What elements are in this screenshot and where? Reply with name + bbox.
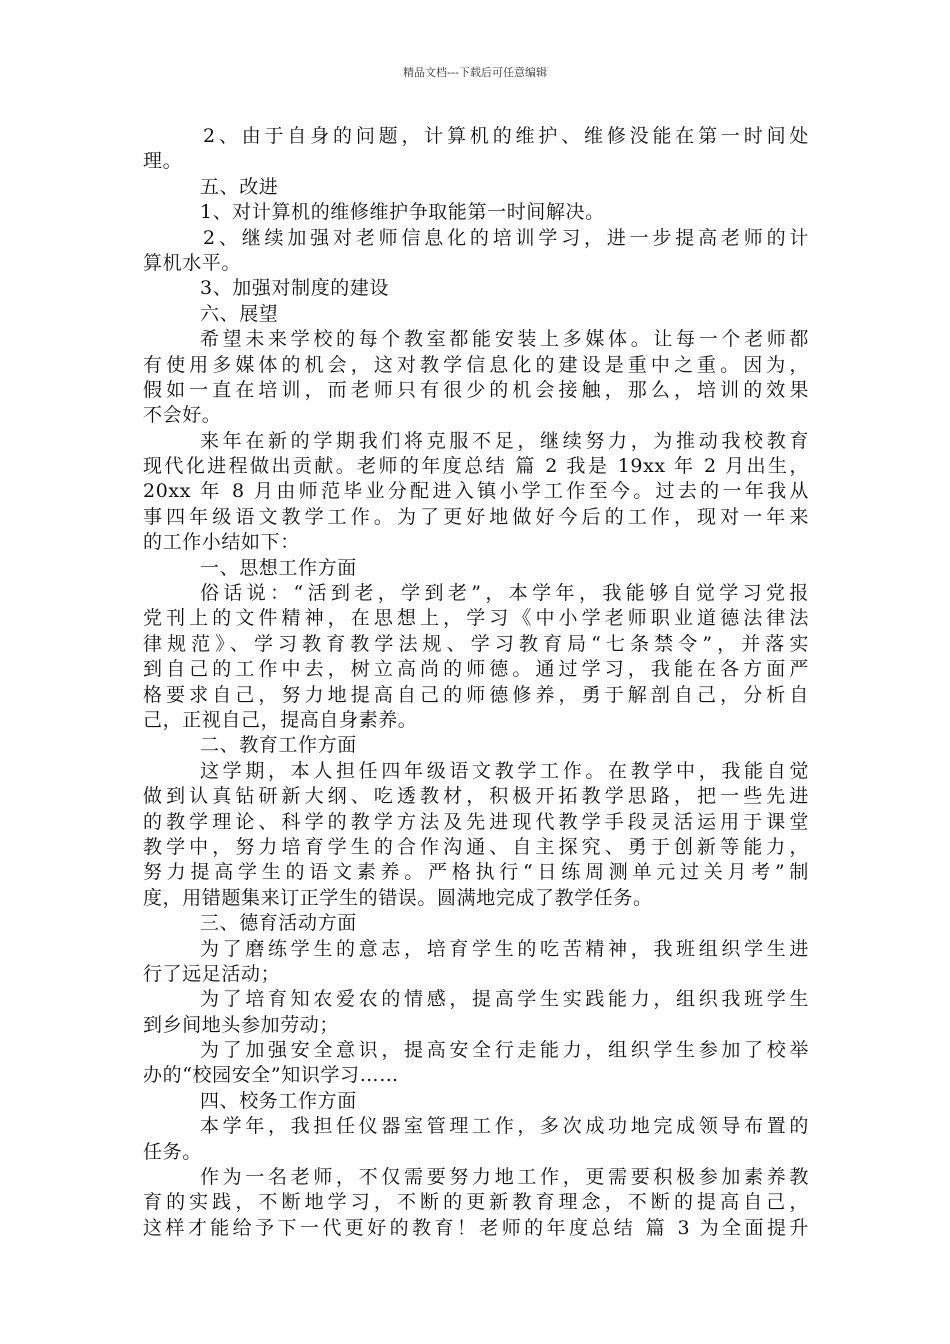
section-heading: 二、教育工作方面 bbox=[200, 734, 357, 757]
text-line: 办的“校园安全”知识学习…… bbox=[143, 1064, 399, 1087]
text-line: 这样才能给予下一代更好的教育！老师的年度总结 篇 3 为全面提升 bbox=[143, 1216, 809, 1239]
text-line: 作为一名老师，不仅需要努力地工作，更需要积极参加素养教 bbox=[200, 1166, 809, 1189]
text-line: 到自己的工作中去，树立高尚的师德。通过学习，我能在各方面严 bbox=[143, 658, 809, 681]
text-line: 不会好。 bbox=[143, 404, 222, 427]
text-line: 事四年级语文教学工作。为了更好地做好今后的工作，现对一年来 bbox=[143, 505, 809, 528]
text-line: 假如一直在培训，而老师只有很少的机会接触，那么，培训的效果 bbox=[143, 378, 809, 401]
text-line: 20xx 年 8 月由师范毕业分配进入镇小学工作至今。过去的一年我从 bbox=[143, 480, 809, 503]
page-header: 精品文档---下载后可任意编辑 bbox=[403, 66, 547, 79]
text-line: 本学年，我担任仪器室管理工作，多次成功地完成领导布置的 bbox=[200, 1115, 809, 1138]
text-line: 格要求自己，努力地提高自己的师德修养，勇于解剖自己，分析自 bbox=[143, 683, 809, 706]
text-line: 有使用多媒体的机会，这对教学信息化的建设是重中之重。因为， bbox=[143, 353, 809, 376]
text-line: 育的实践，不断地学习，不断的更新教育理念，不断的提高自己， bbox=[143, 1191, 809, 1214]
text-line: 俗话说：“活到老，学到老”，本学年，我能够自觉学习党报 bbox=[200, 582, 809, 605]
text-line: 现代化进程做出贡献。老师的年度总结 篇 2 我是 19xx 年 2 月出生， bbox=[143, 455, 809, 478]
section-heading: 一、思想工作方面 bbox=[200, 556, 357, 579]
text-line: 度，用错题集来订正学生的错误。圆满地完成了教学任务。 bbox=[143, 886, 653, 909]
text-line: 希望未来学校的每个教室都能安装上多媒体。让每一个老师都 bbox=[200, 328, 809, 351]
text-line: 行了远足活动； bbox=[143, 962, 281, 985]
text-line: 党刊上的文件精神，在思想上，学习《中小学老师职业道德法律法 bbox=[143, 607, 809, 630]
text-line: 己，正视自己，提高自身素养。 bbox=[143, 708, 418, 731]
text-line: 为了培育知农爱农的情感，提高学生实践能力，组织我班学生 bbox=[200, 988, 809, 1011]
document-body bbox=[143, 124, 809, 1241]
text-line: 努力提高学生的语文素养。严格执行“日练周测单元过关月考”制 bbox=[143, 861, 809, 884]
section-heading: 三、德育活动方面 bbox=[200, 912, 357, 935]
text-line: 这学期，本人担任四年级语文教学工作。在教学中，我能自觉 bbox=[200, 759, 809, 782]
text-line: 任务。 bbox=[143, 1140, 202, 1163]
text-line: 到乡间地头参加劳动； bbox=[143, 1013, 340, 1036]
text-line: 3、加强对制度的建设 bbox=[200, 277, 390, 300]
text-line: 算机水平。 bbox=[143, 251, 242, 274]
text-line: 1、对计算机的维修维护争取能第一时间解决。 bbox=[200, 201, 605, 224]
text-line: 为了磨练学生的意志，培育学生的吃苦精神，我班组织学生进 bbox=[200, 937, 809, 960]
text-line: 律规范》、学习教育教学法规、学习教育局“七条禁令”，并落实 bbox=[143, 632, 809, 655]
text-line: 2、由于自身的问题，计算机的维护、维修没能在第一时间处 bbox=[203, 125, 809, 147]
text-line: 来年在新的学期我们将克服不足，继续努力，为推动我校教育 bbox=[200, 429, 809, 452]
section-heading: 六、展望 bbox=[200, 302, 279, 325]
text-line: 的教学理论、科学的教学方法及先进现代教学手段灵活运用于课堂 bbox=[143, 810, 809, 833]
section-heading: 五、改进 bbox=[200, 175, 279, 198]
text-line: 理。 bbox=[143, 150, 183, 173]
text-line: 教学中，努力培育学生的合作沟通、自主探究、勇于创新等能力， bbox=[143, 835, 809, 858]
text-line: 为了加强安全意识，提高安全行走能力，组织学生参加了校举 bbox=[200, 1039, 809, 1062]
text-line: 的工作小结如下： bbox=[143, 531, 300, 554]
text-line: 做到认真钻研新大纲、吃透教材，积极开拓教学思路，把一些先进 bbox=[143, 785, 809, 808]
text-line: 2、继续加强对老师信息化的培训学习，进一步提高老师的计 bbox=[203, 226, 809, 249]
section-heading: 四、校务工作方面 bbox=[200, 1089, 357, 1112]
